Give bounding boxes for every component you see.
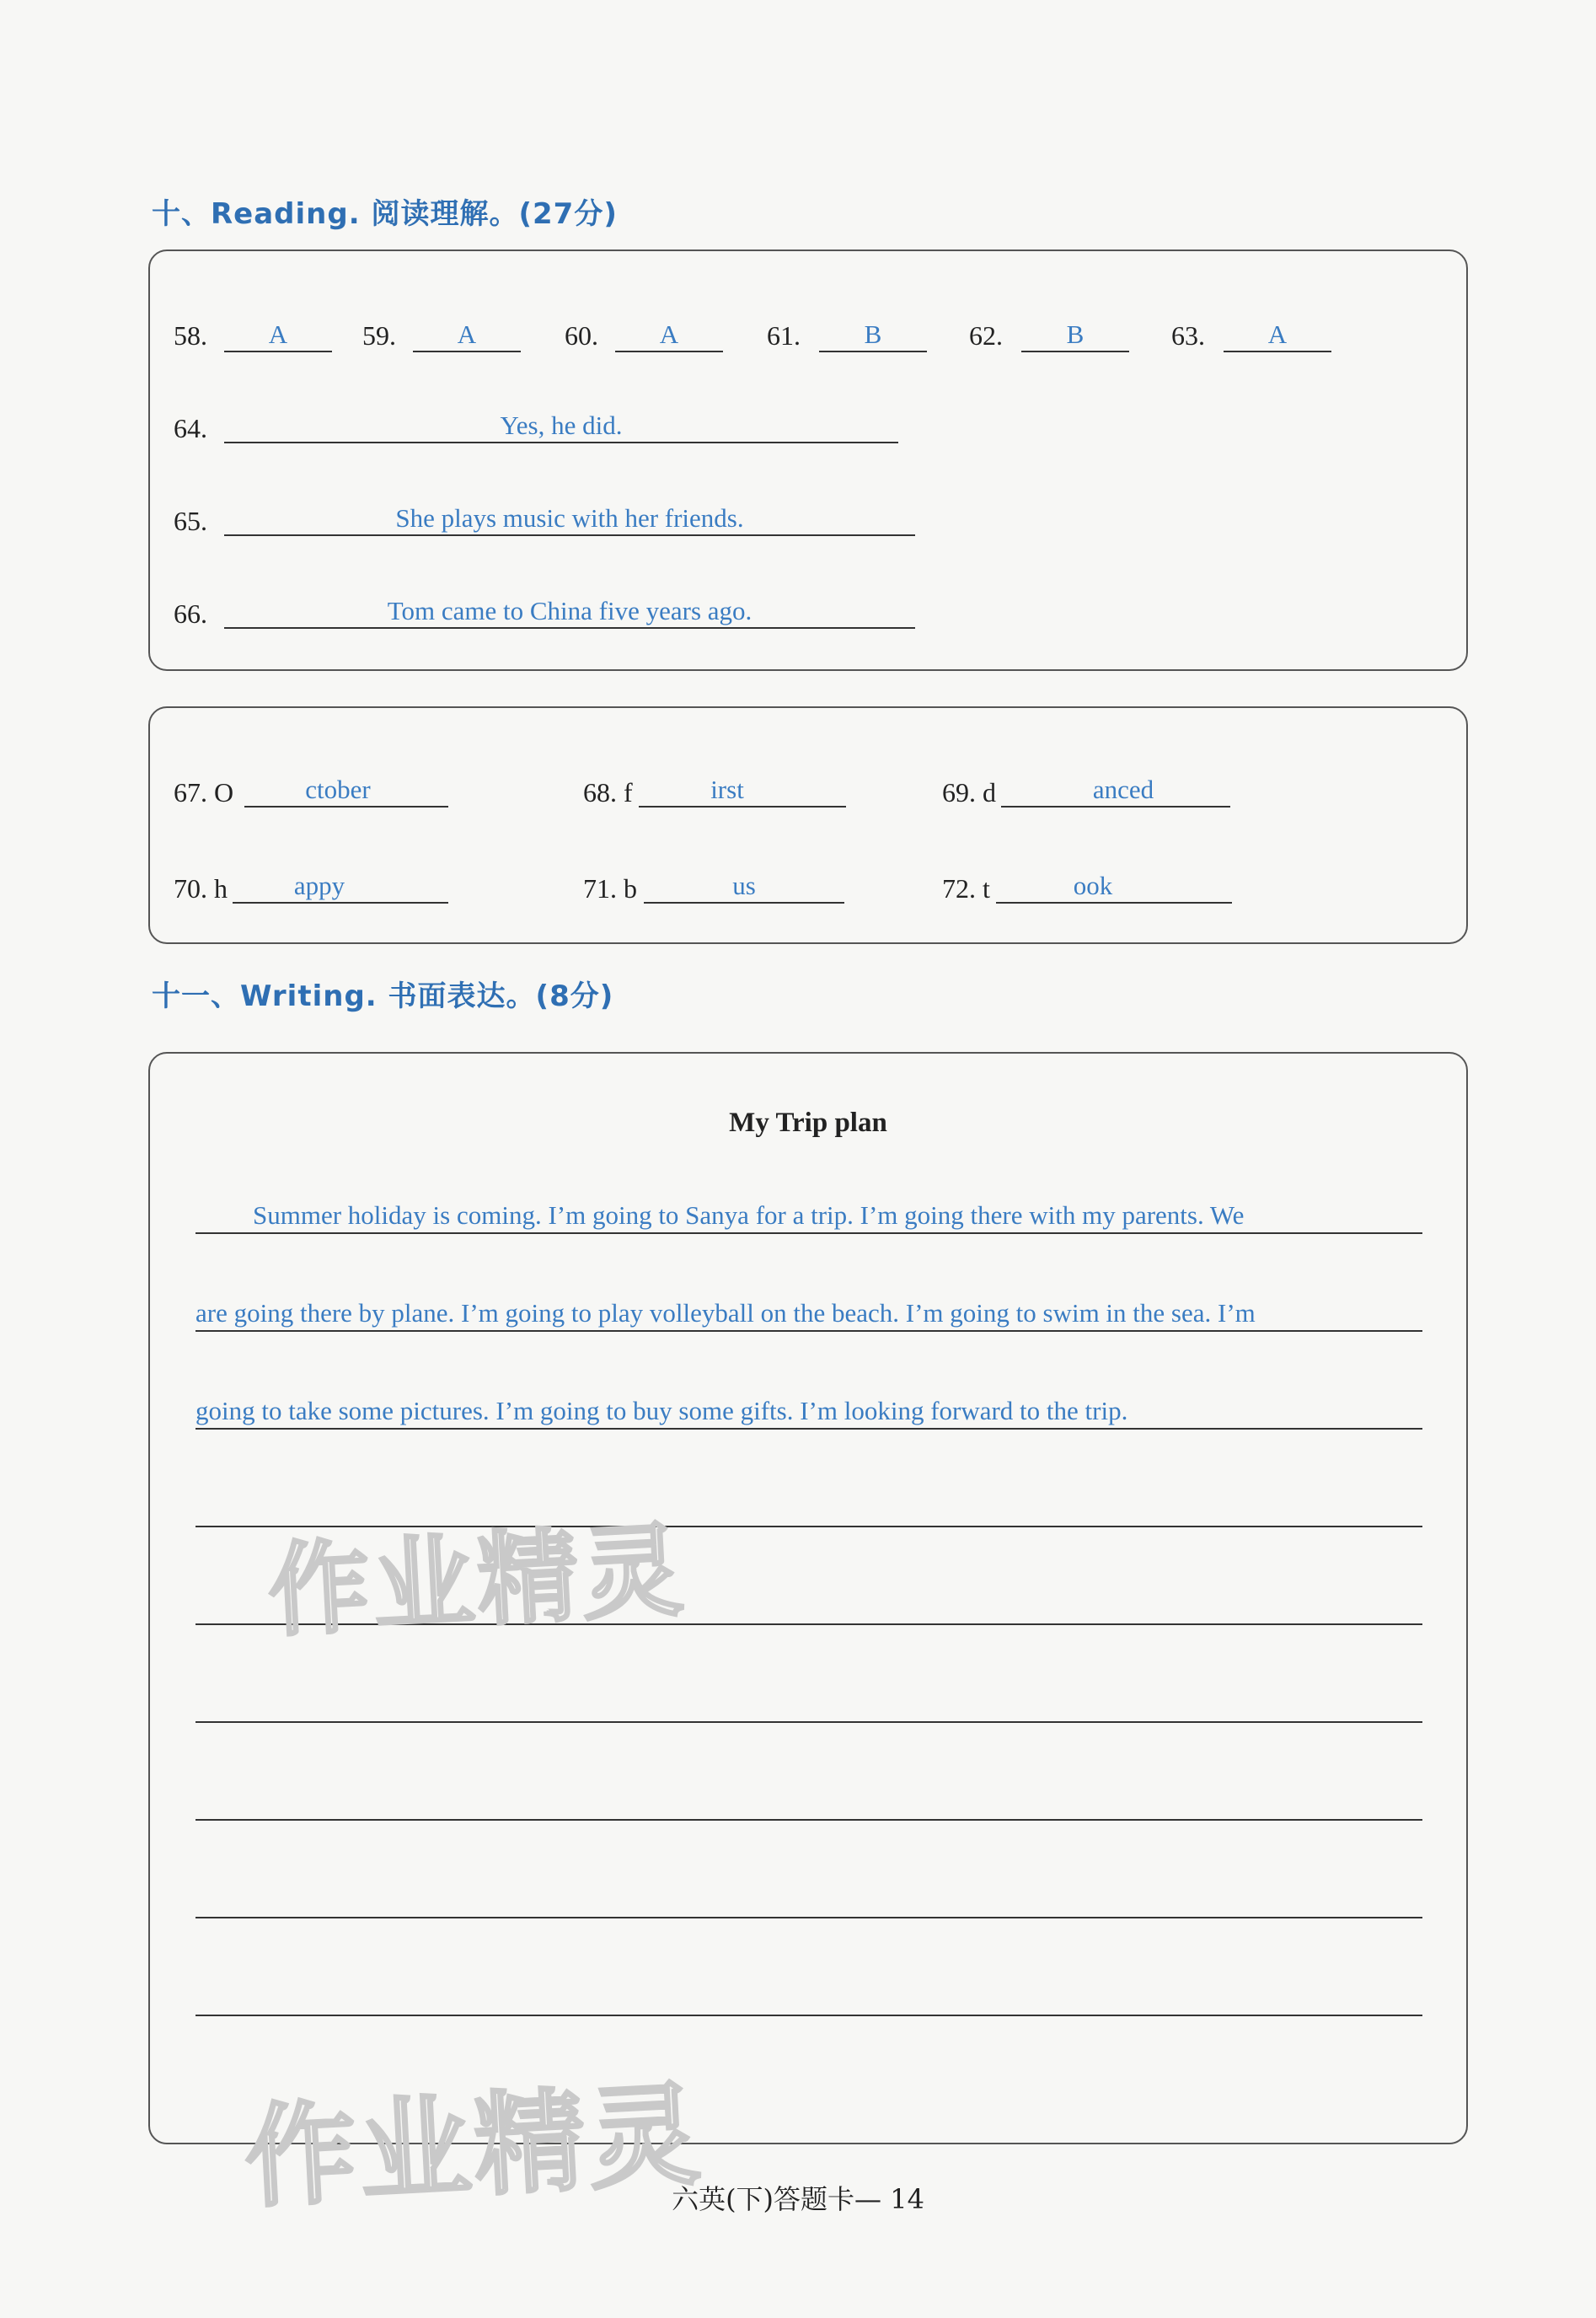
mc-num-63: 63. [1171, 320, 1205, 351]
word-ans-68: irst [710, 775, 744, 804]
word-num-68: 68. f [583, 777, 633, 808]
writing-line-9[interactable] [195, 2015, 1422, 2016]
mc-num-60: 60. [565, 320, 598, 351]
mc-num-58: 58. [174, 320, 207, 351]
mc-ans-58: A [268, 319, 288, 349]
reading-box-2 [148, 706, 1468, 944]
writing-line-3[interactable] [195, 1428, 1422, 1430]
open-ans-64: Yes, he did. [500, 410, 623, 440]
mc-num-61: 61. [767, 320, 801, 351]
mc-ans-60: A [659, 319, 679, 349]
open-ans-65: She plays music with her friends. [395, 503, 744, 533]
writing-line-1[interactable] [195, 1232, 1422, 1234]
word-ans-72: ook [1073, 871, 1113, 900]
writing-line-7[interactable] [195, 1819, 1422, 1821]
essay-title: My Trip plan [729, 1108, 887, 1138]
word-ans-67: ctober [305, 775, 371, 804]
open-num-64: 64. [174, 413, 207, 443]
word-num-67: 67. O [174, 777, 234, 808]
writing-line-2[interactable] [195, 1330, 1422, 1332]
word-ans-70: appy [293, 871, 345, 900]
watermark-1: 作业精灵 [265, 1512, 689, 1651]
mc-ans-61: B [864, 319, 882, 349]
writing-line-6[interactable] [195, 1721, 1422, 1723]
watermark-2: 作业精灵 [241, 2069, 707, 2224]
mc-ans-59: A [457, 319, 477, 349]
essay-line-2: are going there by plane. I’m going to play volleyball on the beach. I’m going to swim in the sea. I’m [195, 1298, 1256, 1328]
mc-num-59: 59. [362, 320, 396, 351]
section-11-heading: 十一、Writing. 书面表达。(8分) [152, 979, 614, 1013]
word-num-72: 72. t [942, 873, 990, 904]
section-10-heading: 十、Reading. 阅读理解。(27分) [152, 197, 618, 231]
word-num-69: 69. d [942, 777, 996, 808]
mc-ans-63: A [1267, 319, 1288, 349]
open-num-66: 66. [174, 598, 207, 629]
word-num-71: 71. b [583, 873, 637, 904]
open-num-65: 65. [174, 506, 207, 536]
writing-line-8[interactable] [195, 1917, 1422, 1918]
open-ans-66: Tom came to China five years ago. [387, 596, 752, 625]
page-footer: 六英(下)答题卡— 14 [672, 2183, 924, 2215]
word-num-70: 70. h [174, 873, 228, 904]
word-ans-71: us [732, 871, 756, 900]
essay-line-1: Summer holiday is coming. I’m going to Sanya for a trip. I’m going there with my parents. We [253, 1200, 1245, 1230]
essay-line-3: going to take some pictures. I’m going to buy some gifts. I’m looking forward to the trip. [195, 1396, 1128, 1425]
mc-ans-62: B [1066, 319, 1085, 349]
mc-num-62: 62. [969, 320, 1003, 351]
word-ans-69: anced [1092, 775, 1154, 804]
